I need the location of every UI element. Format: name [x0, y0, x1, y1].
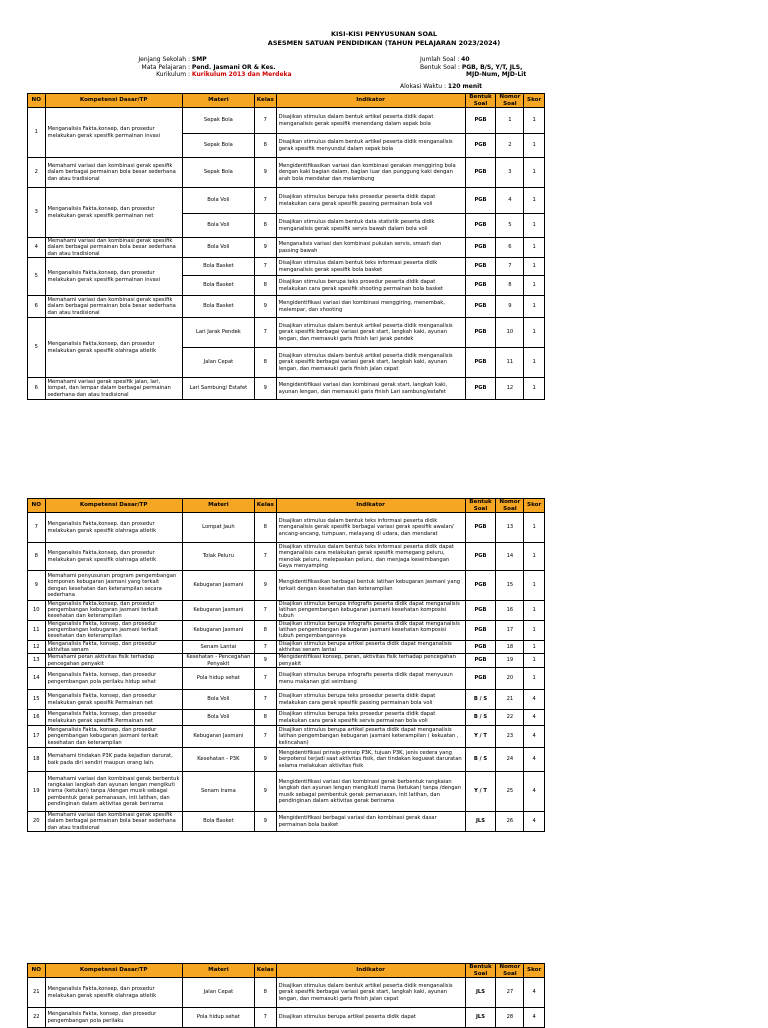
kompetensi-cell: Memahami variasi dan kombinasi gerak spesifik dalam berbagai permainan bola besar sederhana dan atau tradisional — [45, 296, 182, 318]
nomor-cell: 15 — [496, 571, 524, 601]
table-row — [28, 812, 545, 832]
materi-cell: Senam Lantai — [182, 640, 254, 653]
indikator-cell: Disajikan stimulus berupa artikel peserta didik dapat menganalisis latihan pengembangan kebugaran jasmani keterampilan ( kekuatan , kelincahan) — [276, 726, 465, 748]
bentuk-cell: PGB — [465, 348, 496, 378]
column-header: Materi — [182, 94, 254, 108]
skor-cell: 1 — [524, 348, 545, 378]
kelas-cell: 8 — [255, 620, 277, 640]
indikator-cell: Disajikan stimulus dalam bentuk artikel peserta didik menganalisis gerak spesifik berbagai variasi gerak start, langkah kaki, ayunan lengan, dan memasuki garis finish lari jarak pendek — [276, 318, 465, 348]
column-header: Materi — [182, 964, 254, 978]
no-cell: 4 — [28, 238, 46, 258]
materi-cell: Kesehatan - Pencegahan Penyakit — [182, 654, 254, 668]
bentuk-cell: B / S — [465, 710, 496, 726]
skor-cell: 4 — [524, 690, 545, 710]
bentuk-cell: PGB — [465, 276, 496, 296]
skor-cell: 1 — [524, 640, 545, 653]
column-header: Indikator — [276, 94, 465, 108]
bentuk-cell: PGB — [465, 640, 496, 653]
mapel-value: Pend. Jasmani OR & Kes. — [191, 63, 276, 71]
materi-cell: Jalan Cepat — [182, 348, 254, 378]
bentuk-value-2: MJD-Num, MJD-Lit — [466, 71, 527, 78]
column-header: Indikator — [276, 964, 465, 978]
skor-cell: 4 — [524, 772, 545, 812]
column-header: Kelas — [255, 94, 277, 108]
indikator-cell: Disajikan stimulus dalam bentuk artikel peserta didik menganalisis gerak spesifik menyundul dalam sepak bola — [276, 134, 465, 158]
kompetensi-cell: Menganalisis Fakta, konsep, dan prosedur pengembangan kebugaran jasmani terkait kesehatan dan keterampilan — [45, 726, 182, 748]
no-cell: 1 — [28, 108, 46, 158]
kelas-cell: 8 — [255, 513, 277, 543]
nomor-cell: 25 — [496, 772, 524, 812]
column-header: NO — [28, 964, 46, 978]
indikator-cell: Disajikan stimulus dalam bentuk teks informasi peserta didik dapat menganalisis cara melakukan gerak spesifik memegang peluru, menolak peluru, melepaskan peluru, dan menjaga keseimbangan Gaya menyamping — [276, 543, 465, 571]
nomor-cell: 26 — [496, 812, 524, 832]
materi-cell: Lari Sambung/ Estafet — [182, 378, 254, 400]
column-header: Materi — [182, 499, 254, 513]
no-cell: 7 — [28, 513, 46, 543]
nomor-cell: 17 — [496, 620, 524, 640]
kelas-cell: 8 — [255, 348, 277, 378]
nomor-cell: 7 — [496, 258, 524, 276]
kompetensi-cell: Memahami peran aktivitas fisik terhadap pencegahan penyakit — [45, 654, 182, 668]
kurikulum-label: Kurikulum : — [156, 71, 190, 78]
bentuk-cell: PGB — [465, 158, 496, 188]
materi-cell: Kebugaran Jasmani — [182, 601, 254, 621]
indikator-cell: Mengidentifikasi variasi dan kombinasi gerak start, langkah kaki, ayunan lengan, dan memasuki garis finish Lari sambung/estafet — [276, 378, 465, 400]
column-header: Kompetensi Dasar/TP — [45, 964, 182, 978]
bentuk-cell: B / S — [465, 748, 496, 772]
kompetensi-cell: Menganalisis Fakta, konsep, dan prosedur melakukan gerak spesifik Permainan net — [45, 690, 182, 710]
indikator-cell: Disajikan stimulus berupa teks prosedur peserta didik dapat melakukan cara gerak spesifik passing permainan bola voli — [276, 690, 465, 710]
bentuk-cell: PGB — [465, 214, 496, 238]
no-cell: 21 — [28, 978, 46, 1008]
kelas-cell: 9 — [255, 296, 277, 318]
column-header: NO — [28, 94, 46, 108]
no-cell: 6 — [28, 296, 46, 318]
bentuk-cell: PGB — [465, 571, 496, 601]
bentuk-cell: JLS — [465, 1008, 496, 1028]
skor-cell: 1 — [524, 543, 545, 571]
skor-cell: 1 — [524, 601, 545, 621]
kelas-cell: 7 — [255, 640, 277, 653]
kelas-cell: 9 — [255, 772, 277, 812]
column-header: Kompetensi Dasar/TP — [45, 94, 182, 108]
kelas-cell: 9 — [255, 238, 277, 258]
kelas-cell: 8 — [255, 134, 277, 158]
nomor-cell: 4 — [496, 188, 524, 214]
materi-cell: Pola hidup sehat — [182, 668, 254, 690]
skor-cell: 4 — [524, 748, 545, 772]
kompetensi-cell: Memahami penyusunan program pengembangan komponen kebugaran jasmani yang terkait dengan kesehatan dan keterampilan secara sederhana — [45, 571, 182, 601]
skor-cell: 1 — [524, 238, 545, 258]
kompetensi-cell: Menganalisis Fakta,konsep, dan prosedur melakukan gerak spesifik permainan net — [45, 188, 182, 238]
kelas-cell: 9 — [255, 812, 277, 832]
bentuk-cell: Y / T — [465, 726, 496, 748]
kelas-cell: 7 — [255, 601, 277, 621]
column-header: Bentuk Soal — [465, 94, 496, 108]
kompetensi-cell: Memahami variasi gerak spesifik jalan, lari, lompat, dan lempar dalam berbagai permainan sederhana dan atau tradisional — [45, 378, 182, 400]
indikator-cell: Mengidentifikasi konsep, peran, aktivitas fisik terhadap pencegahan penyakit — [276, 654, 465, 668]
skor-cell: 1 — [524, 276, 545, 296]
kisi-table-3 — [27, 963, 545, 1028]
skor-cell: 1 — [524, 318, 545, 348]
kelas-cell: 7 — [255, 726, 277, 748]
meta-left — [110, 56, 292, 79]
kompetensi-cell: Menganalisis Fakta,konsep, dan prosedur pengembangan kebugaran jasmani terkait kesehatan dan keterampilan — [45, 601, 182, 621]
no-cell: 3 — [28, 188, 46, 238]
table-row — [28, 543, 545, 571]
column-header: Kelas — [255, 964, 277, 978]
no-cell: 13 — [28, 654, 46, 668]
nomor-cell: 14 — [496, 543, 524, 571]
bentuk-cell: PGB — [465, 258, 496, 276]
bentuk-value: PGB, B/S, Y/T, JLS, — [461, 63, 523, 71]
column-header: Bentuk Soal — [465, 499, 496, 513]
table-row — [28, 513, 545, 543]
table-header-row — [28, 964, 545, 978]
materi-cell: Bola Basket — [182, 258, 254, 276]
jenjang-value: SMP — [191, 56, 207, 63]
bentuk-cell: PGB — [465, 543, 496, 571]
bentuk-cell: PGB — [465, 654, 496, 668]
column-header: Indikator — [276, 499, 465, 513]
no-cell: 16 — [28, 710, 46, 726]
table-row — [28, 772, 545, 812]
nomor-cell: 2 — [496, 134, 524, 158]
kelas-cell: 7 — [255, 108, 277, 134]
skor-cell: 1 — [524, 571, 545, 601]
nomor-cell: 8 — [496, 276, 524, 296]
indikator-cell: Disajikan stimulus berupa artikel peserta didik dapat — [276, 1008, 465, 1028]
indikator-cell: Disajikan stimulus dalam bentuk teks informasi peserta didik menganalisis gerak spesifik berbagai variasi gerak spesifik awalan/ ancang-ancang, tumpuan, melayang di udara, dan mendarat — [276, 513, 465, 543]
table-row — [28, 620, 545, 640]
nomor-cell: 11 — [496, 348, 524, 378]
nomor-cell: 3 — [496, 158, 524, 188]
nomor-cell: 21 — [496, 690, 524, 710]
no-cell: 12 — [28, 640, 46, 653]
table-header-row — [28, 94, 545, 108]
kelas-cell: 7 — [255, 668, 277, 690]
skor-cell: 1 — [524, 513, 545, 543]
table-row — [28, 296, 545, 318]
kelas-cell: 7 — [255, 188, 277, 214]
indikator-cell: Disajikan stimulus dalam bentuk teks informasi peserta didik menganalisis gerak spesifik bola basket — [276, 258, 465, 276]
nomor-cell: 1 — [496, 108, 524, 134]
bentuk-cell: PGB — [465, 296, 496, 318]
bentuk-cell: Y / T — [465, 772, 496, 812]
no-cell: 18 — [28, 748, 46, 772]
indikator-cell: Menganalisis variasi dan kombinasi pukulan servis, smash dan passing bawah — [276, 238, 465, 258]
column-header: Nomor Soal — [496, 499, 524, 513]
jenjang-label: Jenjang Sekolah : — [138, 56, 190, 63]
indikator-cell: Mengidentifikasikan variasi dan kombinasi gerakan menggiring bola dengan kaki bagian dalam, bagian luar dan punggung kaki dengan arah bola mendatar dan melambung — [276, 158, 465, 188]
bentuk-cell: PGB — [465, 378, 496, 400]
materi-cell: Kebugaran Jasmani — [182, 726, 254, 748]
kompetensi-cell: Menganalisis Fakta, konsep, dan prosedur pengembangan kebugaran jasmani terkait kesehatan dan keterampilan — [45, 620, 182, 640]
mapel-label: Mata Pelajaran : — [141, 63, 190, 71]
bentuk-cell: PGB — [465, 318, 496, 348]
indikator-cell: Disajikan stimulus berupa infografis peserta didik dapat menyusun menu makanan gizi seimbang — [276, 668, 465, 690]
materi-cell: Sepak Bola — [182, 134, 254, 158]
indikator-cell: Disajikan stimulus dalam bentuk artikel peserta didik dapat menganalisis gerak spesifik menendang dalam sepak bola — [276, 108, 465, 134]
bentuk-cell: JLS — [465, 978, 496, 1008]
no-cell: 20 — [28, 812, 46, 832]
kompetensi-cell: Menganalisis Fakta,konsep, dan prosedur melakukan gerak spesifik permainan invasi — [45, 258, 182, 296]
column-header: Nomor Soal — [496, 94, 524, 108]
kisi-table-2 — [27, 498, 545, 832]
materi-cell: Sepak Bola — [182, 158, 254, 188]
no-cell: 5 — [28, 258, 46, 296]
column-header: Kelas — [255, 499, 277, 513]
skor-cell: 1 — [524, 296, 545, 318]
indikator-cell: Disajikan stimulus dalam bentuk artikel peserta didik menganalisis gerak spesifik berbagai variasi gerak start, langkah kaki, ayunan lengan, dan memasuki garis finish jalan cepat — [276, 978, 465, 1008]
materi-cell: Senam Irama — [182, 772, 254, 812]
kelas-cell: 8 — [255, 214, 277, 238]
kompetensi-cell: Memahami variasi dan kombinasi gerak spesifik dalam berbagai permainan bola besar sederhana dan atau tradisional — [45, 158, 182, 188]
table-row — [28, 978, 545, 1008]
indikator-cell: Disajikan stimulus berupa infografis peserta didik dapat menganalisis latihan pengembangan kebugaran jasmani kesehatan komposisi tubuh — [276, 601, 465, 621]
kelas-cell: 9 — [255, 654, 277, 668]
kompetensi-cell: Menganalisis Fakta, konsep, dan prosedur pengembangan pola perilaku — [45, 1008, 182, 1028]
nomor-cell: 28 — [496, 1008, 524, 1028]
column-header: Bentuk Soal — [465, 964, 496, 978]
table-row — [28, 108, 545, 134]
column-header: NO — [28, 499, 46, 513]
indikator-cell: Disajikan stimulus berupa infografis peserta didik dapat menganalisis latihan pengembangan kebugaran jasmani kesehatan komposisi tubuh pengembangannya — [276, 620, 465, 640]
materi-cell: Lompat Jauh — [182, 513, 254, 543]
materi-cell: Tolak Peluru — [182, 543, 254, 571]
materi-cell: Bola Basket — [182, 276, 254, 296]
column-header: Kompetensi Dasar/TP — [45, 499, 182, 513]
kelas-cell: 9 — [255, 748, 277, 772]
materi-cell: Bola Basket — [182, 296, 254, 318]
no-cell: 8 — [28, 543, 46, 571]
skor-cell: 1 — [524, 620, 545, 640]
skor-cell: 4 — [524, 978, 545, 1008]
table-row — [28, 188, 545, 214]
materi-cell: Bola Voli — [182, 188, 254, 214]
no-cell: 11 — [28, 620, 46, 640]
kompetensi-cell: Memahami tindakan P3K pada kejadian darurat, baik pada diri sendiri maupun orang lain. — [45, 748, 182, 772]
skor-cell: 1 — [524, 188, 545, 214]
nomor-cell: 18 — [496, 640, 524, 653]
table-row — [28, 640, 545, 653]
materi-cell: Pola hidup sehat — [182, 1008, 254, 1028]
table-row — [28, 654, 545, 668]
bentuk-cell: PGB — [465, 238, 496, 258]
materi-cell: Bola Basket — [182, 812, 254, 832]
nomor-cell: 10 — [496, 318, 524, 348]
bentuk-cell: JLS — [465, 812, 496, 832]
kelas-cell: 7 — [255, 690, 277, 710]
title-line-1: KISI-KISI PENYUSUNAN SOAL — [330, 30, 438, 38]
kelas-cell: 7 — [255, 543, 277, 571]
kompetensi-cell: Menganalisis Fakta,konsep, dan prosedur melakukan gerak spesifik olahraga atletik — [45, 543, 182, 571]
table-row — [28, 748, 545, 772]
kompetensi-cell: Memahami variasi dan kombinasi gerak berbentuk rangkaian langkah dan ayunan lengan mengikuti irama (ketukan) tanpa /dengan musik sebagai pembentuk gerak pemanasan, inti latihan, dan pendinginan dalam aktivitas gerak berirama — [45, 772, 182, 812]
kompetensi-cell: Menganalisis Fakta,konsep, dan prosedur melakukan gerak spesifik olahraga atletik — [45, 513, 182, 543]
table-row — [28, 710, 545, 726]
table-row — [28, 378, 545, 400]
indikator-cell: Disajikan stimulus berupa teks prosedur peserta didik dapat melakukan cara gerak spesifik passing permainan bola voli — [276, 188, 465, 214]
nomor-cell: 22 — [496, 710, 524, 726]
kompetensi-cell: Menganalisis Fakta, konsep, dan prosedur aktivitas senam — [45, 640, 182, 653]
nomor-cell: 20 — [496, 668, 524, 690]
page-break-1 — [27, 412, 545, 442]
indikator-cell: Mengidentifikasi prinsip-prinsip P3K, tujuan P3K, jenis cedera yang berpotensi terjadi saat aktivitas fisik, dan tindakan keguwat daruratan selama melakukan aktivitas fisik — [276, 748, 465, 772]
kompetensi-cell: Memahami variasi dan kombinasi gerak spesifik dalam berbagai permainan bola besar sederhana dan atau tradisional — [45, 812, 182, 832]
kompetensi-cell: Memahami variasi dan kombinasi gerak spesifik dalam berbagai permainan bola besar sederhana dan atau tradisional — [45, 238, 182, 258]
indikator-cell: Disajikan stimulus berupa artikel peserta didik dapat menganalisis aktivitas senam lantai — [276, 640, 465, 653]
kompetensi-cell: Menganalisis Fakta, konsep, dan prosedur pengembangan pola perilaku hidup sehat — [45, 668, 182, 690]
no-cell: 14 — [28, 668, 46, 690]
skor-cell: 4 — [524, 1008, 545, 1028]
nomor-cell: 6 — [496, 238, 524, 258]
kelas-cell: 8 — [255, 276, 277, 296]
skor-cell: 1 — [524, 134, 545, 158]
jumlah-value: 40 — [461, 56, 470, 63]
bentuk-cell: PGB — [465, 601, 496, 621]
nomor-cell: 27 — [496, 978, 524, 1008]
table-row — [28, 1008, 545, 1028]
table-row — [28, 238, 545, 258]
no-cell: 15 — [28, 690, 46, 710]
materi-cell: Kebugaran Jasmani — [182, 571, 254, 601]
skor-cell: 1 — [524, 108, 545, 134]
no-cell: 17 — [28, 726, 46, 748]
kelas-cell: 9 — [255, 378, 277, 400]
indikator-cell: Disajikan stimulus dalam bentuk artikel peserta didik menganalisis gerak spesifik berbagai variasi gerak start, langkah kaki, ayunan lengan, dan memasuki garis finish jalan cepat — [276, 348, 465, 378]
table-header-row — [28, 499, 545, 513]
indikator-cell: Mengidentifikasi berbagai variasi dan kombinasi gerak dasar permainan bola basket — [276, 812, 465, 832]
kelas-cell: 7 — [255, 258, 277, 276]
alokasi — [400, 83, 482, 91]
skor-cell: 1 — [524, 158, 545, 188]
kelas-cell: 8 — [255, 710, 277, 726]
kelas-cell: 7 — [255, 1008, 277, 1028]
materi-cell: Bola Voli — [182, 238, 254, 258]
materi-cell: Bola Voli — [182, 710, 254, 726]
table-row — [28, 690, 545, 710]
skor-cell: 1 — [524, 214, 545, 238]
nomor-cell: 12 — [496, 378, 524, 400]
title-line-2: ASESMEN SATUAN PENDIDIKAN (TAHUN PELAJARAN 2023/2024) — [267, 38, 501, 47]
nomor-cell: 9 — [496, 296, 524, 318]
column-header: Skor — [524, 94, 545, 108]
no-cell: 10 — [28, 601, 46, 621]
table-row — [28, 258, 545, 276]
nomor-cell: 13 — [496, 513, 524, 543]
kompetensi-cell: Menganalisis Fakta,konsep, dan prosedur melakukan gerak spesifik permainan invasi — [45, 108, 182, 158]
no-cell: 19 — [28, 772, 46, 812]
bentuk-cell: PGB — [465, 513, 496, 543]
bentuk-cell: PGB — [465, 188, 496, 214]
nomor-cell: 16 — [496, 601, 524, 621]
skor-cell: 4 — [524, 726, 545, 748]
table-row — [28, 318, 545, 348]
column-header: Skor — [524, 964, 545, 978]
materi-cell: Sepak Bola — [182, 108, 254, 134]
indikator-cell: Mengidentifikasikan berbagai bentuk latihan kebugaran jasmani yang terkait dengan kesehatan dan keterampilan — [276, 571, 465, 601]
materi-cell: Bola Voli — [182, 214, 254, 238]
kisi-table-1 — [27, 93, 545, 400]
no-cell: 22 — [28, 1008, 46, 1028]
indikator-cell: Mengidentifikasi variasi dan kombinasi gerak berbentuk rangkaian langkah dan ayunan lengan mengikuti irama (ketukan) tanpa /dengan musik sebagai pembentuk gerak pemanasan, inti latihan, dan pendinginan dalam aktivitas gerak berirama — [276, 772, 465, 812]
indikator-cell: Disajikan stimulus berupa teks prosedur peserta didik dapat melakukan cara gerak spesifik servis permainan bola voli — [276, 710, 465, 726]
kelas-cell: 9 — [255, 158, 277, 188]
nomor-cell: 24 — [496, 748, 524, 772]
kompetensi-cell: Menganalisis Fakta, konsep, dan prosedur melakukan gerak spesifik Permainan net — [45, 710, 182, 726]
nomor-cell: 19 — [496, 654, 524, 668]
table-row — [28, 668, 545, 690]
table-row — [28, 726, 545, 748]
indikator-cell: Disajikan stimulus berupa teks prosedur peserta didik dapat melakukan cara gerak spesifik shooting permainan bola basket — [276, 276, 465, 296]
materi-cell: Kesehatan - P3K — [182, 748, 254, 772]
nomor-cell: 5 — [496, 214, 524, 238]
skor-cell: 1 — [524, 654, 545, 668]
skor-cell: 4 — [524, 812, 545, 832]
skor-cell: 4 — [524, 710, 545, 726]
kelas-cell: 7 — [255, 318, 277, 348]
materi-cell: Lari Jarak Pendek — [182, 318, 254, 348]
alokasi-value: 120 menit — [447, 83, 483, 90]
skor-cell: 1 — [524, 378, 545, 400]
table-row — [28, 158, 545, 188]
document-title — [0, 30, 768, 47]
no-cell: 9 — [28, 571, 46, 601]
materi-cell: Jalan Cepat — [182, 978, 254, 1008]
nomor-cell: 23 — [496, 726, 524, 748]
kelas-cell: 8 — [255, 978, 277, 1008]
materi-cell: Kebugaran Jasmani — [182, 620, 254, 640]
skor-cell: 1 — [524, 668, 545, 690]
indikator-cell: Disajikan stimulus dalam bentuk data statistik peserta didik menganalisis gerak spesifik servis bawah dalam bola voli — [276, 214, 465, 238]
bentuk-cell: PGB — [465, 668, 496, 690]
bentuk-cell: PGB — [465, 108, 496, 134]
bentuk-label: Bentuk Soal : — [420, 63, 460, 71]
kelas-cell: 9 — [255, 571, 277, 601]
alokasi-label: Alokasi Waktu : — [400, 83, 446, 90]
no-cell: 5 — [28, 318, 46, 378]
bentuk-cell: PGB — [465, 134, 496, 158]
kompetensi-cell: Menganalisis Fakta,konsep, dan prosedur melakukan gerak spesifik olahraga atletik — [45, 318, 182, 378]
indikator-cell: Mengidentifikasi variasi dan kombinasi menggiring, menembak, melempar, dan shooting — [276, 296, 465, 318]
kompetensi-cell: Menganalisis Fakta,konsep, dan prosedur melakukan gerak spesifik olahraga atletik — [45, 978, 182, 1008]
skor-cell: 1 — [524, 258, 545, 276]
kurikulum-value: Kurikulum 2013 dan Merdeka — [191, 71, 292, 78]
materi-cell: Bola Voli — [182, 690, 254, 710]
no-cell: 2 — [28, 158, 46, 188]
bentuk-cell: PGB — [465, 620, 496, 640]
column-header: Nomor Soal — [496, 964, 524, 978]
column-header: Skor — [524, 499, 545, 513]
jumlah-label: Jumlah Soal : — [420, 56, 460, 63]
table-row — [28, 571, 545, 601]
table-row — [28, 601, 545, 621]
meta-right — [420, 56, 526, 79]
bentuk-cell: B / S — [465, 690, 496, 710]
no-cell: 6 — [28, 378, 46, 400]
